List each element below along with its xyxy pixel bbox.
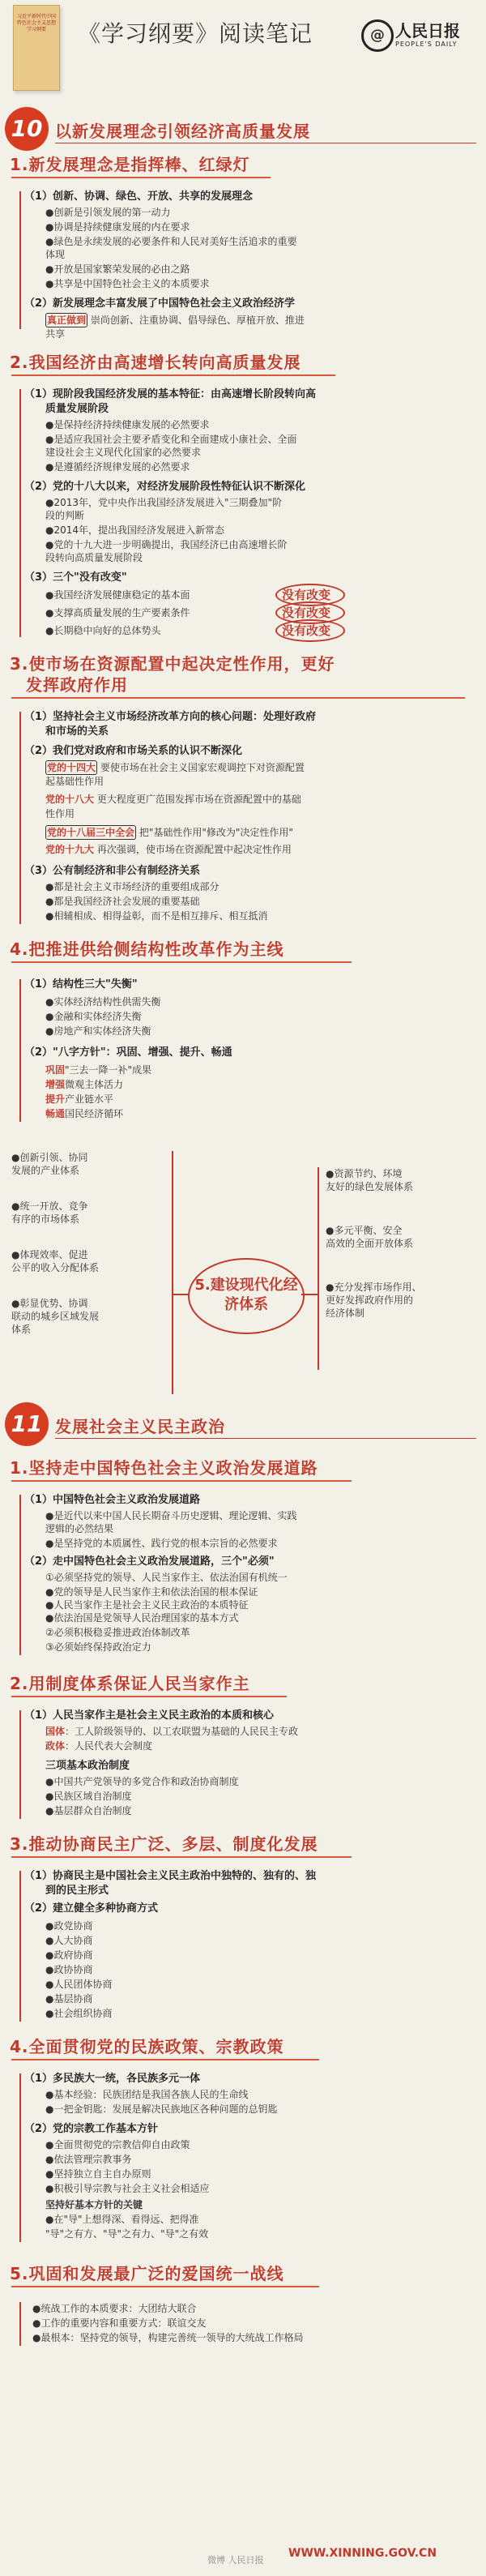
list-item: ●人大协商 (45, 1935, 93, 1946)
list-item: ●工作的重要内容和重要方式：联谊交友 (32, 2317, 207, 2329)
list-item: 建设社会主义现代化国家的必然要求 (45, 447, 202, 458)
ch10-s3-p3: （3）公有制经济和非公有制经济关系 (24, 865, 201, 877)
list-item: ●支撑高质量发展的生产要素条件 (45, 607, 190, 618)
left-item: ●创新引领、协同 (11, 1152, 88, 1163)
ch11-s5-underline (11, 2286, 319, 2287)
list-item: ●党的十九大进一步明确提出，我国经济已由高速增长阶 (45, 539, 288, 550)
keyword: 畅通 (45, 1108, 66, 1119)
list-item: 体现 (45, 249, 66, 260)
list-item: ●都是我国经济社会发展的重要基础 (45, 896, 200, 907)
list-item: ●党的领导是人民当家作主和依法治国的根本保证 (45, 1586, 258, 1598)
ch10-s4-title: 4.把推进供给侧结构性改革作为主线 (10, 939, 284, 959)
ch11-s4-title: 4.全面贯彻党的民族政策、宗教政策 (10, 2037, 284, 2056)
ch10-s1-p1: （1）创新、协调、绿色、开放、共享的发展理念 (24, 190, 254, 203)
emphasis-box: 真正做到 (47, 315, 87, 326)
weibo-watermark: 微博 人民日报 (207, 2555, 264, 2565)
connector-line (173, 1294, 190, 1295)
list-item (45, 1063, 151, 1076)
list-item: ●中国共产党领导的多党合作和政治协商制度 (45, 1776, 239, 1787)
right-item: 更好发挥政府作用的 (326, 1294, 414, 1306)
milestone-label: 党的十八大 (45, 794, 95, 805)
left-item: 公平的收入分配体系 (11, 1262, 100, 1273)
list-item: ●民族区域自治制度 (45, 1791, 132, 1802)
bracket-line (19, 979, 21, 1122)
list-item: ●绿色是永续发展的必要条件和人民对美好生活追求的重要 (45, 236, 297, 247)
list-item: ●政协协商 (45, 1964, 93, 1975)
chapter-11-title: 发展社会主义民主政治 (55, 1417, 225, 1436)
list-item (45, 1739, 152, 1752)
connector-line (172, 1151, 173, 1394)
book-cover-image (13, 5, 60, 91)
logo-at-icon: @ (361, 19, 394, 52)
ch11-s1-p2: （2）走中国特色社会主义政治发展道路，三个"必须" (24, 1555, 275, 1568)
list-item: ●在"导"上想得深、看得远、把得准 (45, 2214, 199, 2225)
list-item: ●创新是引领发展的第一动力 (45, 207, 171, 218)
list-item-text: ：工人阶级领导的、以工农联盟为基础的人民民主专政 (65, 1726, 299, 1737)
connector-line (301, 1294, 318, 1295)
list-item: 段转向高质量发展阶段 (45, 552, 143, 563)
list-item: ●相辅相成、相得益彰，而不是相互排斥、相互抵消 (45, 910, 268, 922)
ch10-s2-p2: （2）党的十八大以来，对经济发展阶段性特征认识不断深化 (24, 481, 306, 493)
connector-line (318, 1167, 319, 1370)
list-item: ●2013年，党中央作出我国经济发展进入"三期叠加"阶 (45, 497, 283, 508)
keyword: 巩固 (45, 1064, 66, 1076)
ch10-s3-title-2: 发挥政府作用 (26, 675, 128, 695)
ch10-s3-title: 3.使市场在资源配置中起决定性作用，更好 (10, 654, 335, 674)
list-item: ●基层协商 (45, 1993, 93, 2005)
ch11-s4-p1: （1）多民族大一统，各民族多元一体 (24, 2073, 201, 2085)
keyword: 提升 (45, 1093, 66, 1105)
header (0, 0, 486, 97)
list-item: ●全面贯彻党的宗教信仰自由政策 (45, 2139, 190, 2150)
left-item: ●彰显优势、协调 (11, 1298, 88, 1309)
list-item: 共享 (45, 328, 66, 340)
ch11-s5-title: 5.巩固和发展最广泛的爱国统一战线 (10, 2264, 284, 2283)
milestone-text-2: 性作用 (45, 808, 75, 819)
ch10-s2-p3: （3）三个"没有改变" (24, 571, 127, 584)
page-title: 《学习纲要》阅读笔记 (78, 20, 313, 47)
bracket-line (19, 2073, 21, 2242)
list-item: ●依法管理宗教事务 (45, 2154, 132, 2165)
ch10-s5-title: 5.建设现代化经济体系 (194, 1277, 298, 1313)
list-item: ●实体经济结构性供需失衡 (45, 996, 161, 1008)
list-item: ●是保持经济持续健康发展的必然要求 (45, 419, 210, 430)
list-item-text: 微观主体活力 (65, 1079, 124, 1090)
list-item (45, 1078, 123, 1091)
ch11-s1-underline (11, 1480, 352, 1482)
milestone-text-2: 起基础性作用 (45, 776, 104, 787)
site-url: WWW.XINNING.GOV.CN (288, 2547, 437, 2560)
ch10-s3-p2: （2）我们党对政府和市场关系的认识不断深化 (24, 745, 243, 757)
ch11-s4-p2: （2）党的宗教工作基本方针 (24, 2123, 159, 2135)
bracket-line (19, 1495, 21, 1655)
bracket-line (19, 2302, 21, 2346)
left-item: 体系 (11, 1324, 32, 1335)
right-item: 高效的全面开放体系 (326, 1238, 414, 1249)
ch10-s5-center (188, 1258, 305, 1334)
keyword: 国体 (45, 1726, 66, 1737)
ch11-s4-underline (11, 2059, 319, 2060)
list-item: ●人民当家作主是社会主义民主政治的本质特征 (45, 1599, 249, 1611)
list-item (45, 1725, 298, 1738)
list-item: ●统战工作的本质要求：大团结大联合 (32, 2303, 197, 2314)
list-item: ●是遵循经济规律发展的必然要求 (45, 461, 190, 473)
list-item: ●房地产和实体经济失衡 (45, 1025, 151, 1037)
ch11-s3-title: 3.推动协商民主广泛、多层、制度化发展 (10, 1834, 318, 1854)
ch10-s1-p2: （2）新发展理念丰富发展了中国特色社会主义政治经济学 (24, 297, 296, 310)
bracket-line (19, 1871, 21, 2022)
logo-name: 人民日报 (395, 21, 460, 41)
no-change-label: 没有改变 (282, 623, 331, 638)
keyword: 政体 (45, 1740, 66, 1752)
list-item: 逻辑的必然结果 (45, 1523, 114, 1534)
bracket-line (19, 712, 21, 924)
list-item: ●基本经验：民族团结是我国各族人民的生命线 (45, 2089, 249, 2100)
right-item: ●充分发挥市场作用、 (326, 1282, 422, 1293)
list-item: "导"之有方、"导"之有力、"导"之有效 (45, 2228, 209, 2240)
ch10-s3-p1-b: 和市场的关系 (45, 725, 109, 738)
logo-english: PEOPLE'S DAILY (395, 41, 458, 48)
list-item: ●2014年，提出我国经济发展进入新常态 (45, 524, 225, 536)
list-item: ③必须始终保持政治定力 (45, 1641, 151, 1653)
list-item: ●都是社会主义市场经济的重要组成部分 (45, 881, 220, 892)
list-item: 坚持好基本方针的关键 (45, 2199, 143, 2210)
list-item: ●协调是持续健康发展的内在要求 (45, 221, 190, 233)
ch11-s3-p1: （1）协商民主是中国社会主义民主政治中独特的、独有的、独 (24, 1870, 317, 1882)
left-item: 联动的城乡区域发展 (11, 1311, 100, 1322)
list-item-text: 产业链水平 (65, 1093, 114, 1105)
list-item: ●是近代以来中国人民长期奋斗历史逻辑、理论逻辑、实践 (45, 1510, 297, 1521)
ch10-s2-p1-b: 质量发展阶段 (45, 403, 109, 415)
left-item: 发展的产业体系 (11, 1165, 80, 1176)
left-item: ●体现效率、促进 (11, 1249, 88, 1260)
list-item: ●最根本：坚持党的领导，构建完善统一领导的大统战工作格局 (32, 2332, 304, 2343)
list-item: ①必须坚持党的领导、人民当家作主、依法治国有机统一 (45, 1572, 288, 1583)
list-item: ●人民团体协商 (45, 1979, 113, 1990)
ch11-s3-underline (11, 1856, 352, 1858)
milestone-label: 党的十四大 (47, 762, 96, 773)
list-item: ●是适应我国社会主要矛盾变化和全面建成小康社会、全面 (45, 434, 297, 445)
ch10-s3-underline (11, 697, 465, 699)
milestone (45, 793, 301, 806)
ch10-s2-title: 2.我国经济由高速增长转向高质量发展 (10, 353, 301, 372)
list-item: 段的判断 (45, 510, 85, 521)
bracket-line (19, 1710, 21, 1819)
list-item: ●共享是中国特色社会主义的本质要求 (45, 278, 210, 289)
list-item: ●金融和实体经济失衡 (45, 1011, 142, 1022)
keyword: 增强 (45, 1079, 66, 1090)
chapter-11-badge: 11 (5, 1402, 49, 1446)
no-change-label: 没有改变 (282, 605, 331, 620)
list-item: ●政府协商 (45, 1949, 93, 1961)
ch11-s2-p1: （1）人民当家作主是社会主义民主政治的本质和核心 (24, 1709, 275, 1722)
list-item-text: ：人民代表大会制度 (65, 1740, 153, 1752)
left-item: 有序的市场体系 (11, 1213, 80, 1225)
list-item (45, 1107, 123, 1120)
ch11-s3-p2: （2）建立健全多种协商方式 (24, 1902, 159, 1915)
bracket-line (19, 389, 21, 637)
milestone-text: 要使市场在社会主义国家宏观调控下对资源配置 (100, 762, 305, 773)
ch11-s1-title: 1.坚持走中国特色社会主义政治发展道路 (10, 1458, 318, 1478)
no-change-label: 没有改变 (282, 588, 331, 602)
ch10-s1-title: 1.新发展理念是指挥棒、红绿灯 (10, 155, 250, 174)
ch10-s1-underline (11, 177, 271, 178)
list-item-text: "三去一降一补"成果 (65, 1064, 152, 1076)
list-item: ●是坚持党的本质属性、践行党的根本宗旨的必然要求 (45, 1538, 278, 1549)
list-item: ②必须积极稳妥推进政治体制改革 (45, 1627, 190, 1638)
milestone (45, 760, 305, 775)
ch10-s4-p1: （1）结构性三大"失衡" (24, 978, 138, 991)
list-item: ●社会组织协商 (45, 2008, 113, 2019)
list-item: ●政党协商 (45, 1920, 93, 1932)
list-item-text: 国民经济循环 (65, 1108, 124, 1119)
ch11-s2-title: 2.用制度体系保证人民当家作主 (10, 1674, 250, 1693)
list-item-text: 崇尚创新、注重协调、倡导绿色、厚植开放、推进 (90, 315, 305, 326)
ch10-s4-underline (11, 961, 352, 963)
ch11-s3-p1-b: 到的民主形式 (45, 1885, 109, 1897)
milestone (45, 825, 293, 840)
milestone-label: 党的十八届三中全会 (47, 827, 135, 838)
chapter-10-title: 以新发展理念引领经济高质量发展 (55, 122, 310, 141)
bracket-line (19, 191, 21, 329)
ch10-s2-underline (11, 374, 335, 376)
list-item: ●我国经济发展健康稳定的基本面 (45, 589, 190, 601)
milestone-text: 再次强调，使市场在资源配置中起决定性作用 (96, 844, 292, 855)
list-item: ●坚持独立自主自办原则 (45, 2168, 151, 2180)
milestone-text: 把"基础性作用"修改为"决定性作用" (139, 827, 293, 838)
list-item (45, 1093, 113, 1106)
left-item: ●统一开放、竞争 (11, 1200, 88, 1212)
peoples-daily-logo (361, 18, 483, 58)
list-item: ●基层群众自治制度 (45, 1805, 132, 1816)
list-item: ●一把金钥匙：发展是解决民族地区各种问题的总钥匙 (45, 2103, 278, 2115)
milestone-label: 党的十九大 (45, 844, 95, 855)
chapter-11-divider (55, 1438, 476, 1439)
ch11-s2-p2: 三项基本政治制度 (45, 1760, 130, 1772)
list-item (45, 313, 305, 327)
right-item: 经济体制 (326, 1307, 365, 1319)
list-item: ●积极引导宗教与社会主义社会相适应 (45, 2183, 210, 2194)
book-cover-title: 习近平新时代中国特色社会主义思想学习纲要 (17, 14, 57, 32)
milestone (45, 843, 292, 856)
ch11-s2-underline (11, 1696, 287, 1697)
ch10-s2-p1: （1）现阶段我国经济发展的基本特征：由高速增长阶段转向高 (24, 388, 317, 400)
list-item: ●依法治国是党领导人民治理国家的基本方式 (45, 1612, 239, 1624)
list-item: ●长期稳中向好的总体势头 (45, 625, 161, 636)
right-item: ●多元平衡、安全 (326, 1225, 403, 1236)
right-item: 友好的绿色发展体系 (326, 1181, 414, 1192)
milestone-text: 更大程度更广范围发挥市场在资源配置中的基础 (96, 794, 301, 805)
ch10-s3-p1: （1）坚持社会主义市场经济改革方向的核心问题：处理好政府 (24, 711, 317, 723)
list-item: ●开放是国家繁荣发展的必由之路 (45, 263, 190, 275)
ch11-s1-p1: （1）中国特色社会主义政治发展道路 (24, 1494, 201, 1506)
right-item: ●资源节约、环境 (326, 1168, 403, 1179)
ch10-s4-p2: （2）"八字方针"：巩固、增强、提升、畅通 (24, 1046, 232, 1059)
circle-highlight (275, 619, 345, 642)
chapter-10-badge: 10 (5, 107, 49, 151)
